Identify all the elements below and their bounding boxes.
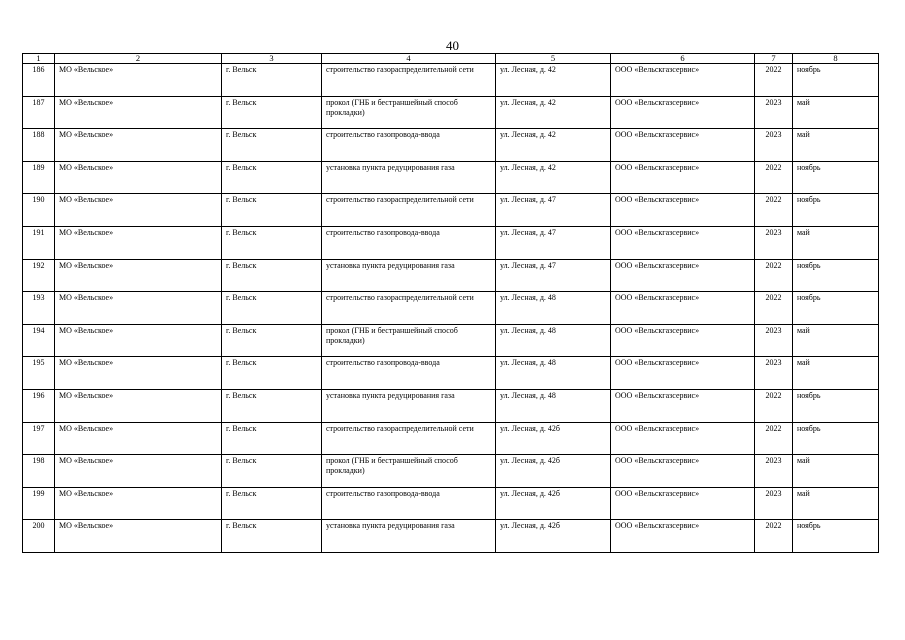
year-cell: 2022 [755, 194, 793, 227]
work-type-cell: строительство газораспределительной сети [322, 422, 496, 455]
gasification-table [22, 53, 879, 553]
year-cell: 2022 [755, 520, 793, 553]
city-cell: г. Вельск [222, 487, 322, 520]
city-cell: г. Вельск [222, 259, 322, 292]
month-cell: май [793, 96, 879, 129]
organization-cell: ООО «Вельскгазсервис» [611, 389, 755, 422]
city-cell: г. Вельск [222, 455, 322, 488]
table-row [23, 292, 879, 325]
address-cell: ул. Лесная, д. 42 [496, 64, 611, 97]
organization-cell: ООО «Вельскгазсервис» [611, 520, 755, 553]
column-header: 7 [755, 54, 793, 64]
row-number-cell: 190 [23, 194, 55, 227]
address-cell: ул. Лесная, д. 48 [496, 324, 611, 357]
municipality-cell: МО «Вельское» [55, 422, 222, 455]
organization-cell: ООО «Вельскгазсервис» [611, 455, 755, 488]
work-type-cell: строительство газопровода-ввода [322, 129, 496, 162]
address-cell: ул. Лесная, д. 42б [496, 422, 611, 455]
year-cell: 2022 [755, 292, 793, 325]
municipality-cell: МО «Вельское» [55, 357, 222, 390]
column-header: 5 [496, 54, 611, 64]
municipality-cell: МО «Вельское» [55, 389, 222, 422]
organization-cell: ООО «Вельскгазсервис» [611, 324, 755, 357]
work-type-cell: установка пункта редуцирования газа [322, 161, 496, 194]
row-number-cell: 199 [23, 487, 55, 520]
row-number-cell: 187 [23, 96, 55, 129]
address-cell: ул. Лесная, д. 48 [496, 292, 611, 325]
address-cell: ул. Лесная, д. 47 [496, 194, 611, 227]
table-row [23, 194, 879, 227]
table-row [23, 226, 879, 259]
table-row [23, 357, 879, 390]
city-cell: г. Вельск [222, 422, 322, 455]
organization-cell: ООО «Вельскгазсервис» [611, 96, 755, 129]
work-type-cell: строительство газопровода-ввода [322, 357, 496, 390]
municipality-cell: МО «Вельское» [55, 129, 222, 162]
table-row [23, 455, 879, 488]
work-type-cell: прокол (ГНБ и бестраншейный способ прокладки) [322, 324, 496, 357]
work-type-cell: прокол (ГНБ и бестраншейный способ прокладки) [322, 96, 496, 129]
month-cell: ноябрь [793, 292, 879, 325]
month-cell: май [793, 357, 879, 390]
work-type-cell: строительство газораспределительной сети [322, 64, 496, 97]
address-cell: ул. Лесная, д. 42 [496, 129, 611, 162]
month-cell: май [793, 487, 879, 520]
address-cell: ул. Лесная, д. 48 [496, 357, 611, 390]
table-row [23, 487, 879, 520]
year-cell: 2022 [755, 422, 793, 455]
row-number-cell: 191 [23, 226, 55, 259]
work-type-cell: строительство газораспределительной сети [322, 194, 496, 227]
month-cell: май [793, 455, 879, 488]
city-cell: г. Вельск [222, 129, 322, 162]
city-cell: г. Вельск [222, 389, 322, 422]
row-number-cell: 188 [23, 129, 55, 162]
municipality-cell: МО «Вельское» [55, 64, 222, 97]
month-cell: ноябрь [793, 389, 879, 422]
month-cell: май [793, 226, 879, 259]
month-cell: май [793, 129, 879, 162]
organization-cell: ООО «Вельскгазсервис» [611, 226, 755, 259]
table-row [23, 129, 879, 162]
work-type-cell: строительство газораспределительной сети [322, 292, 496, 325]
city-cell: г. Вельск [222, 357, 322, 390]
month-cell: ноябрь [793, 422, 879, 455]
municipality-cell: МО «Вельское» [55, 96, 222, 129]
year-cell: 2022 [755, 389, 793, 422]
month-cell: ноябрь [793, 64, 879, 97]
month-cell: ноябрь [793, 520, 879, 553]
row-number-cell: 193 [23, 292, 55, 325]
work-type-cell: строительство газопровода-ввода [322, 226, 496, 259]
organization-cell: ООО «Вельскгазсервис» [611, 422, 755, 455]
column-header: 8 [793, 54, 879, 64]
table-row [23, 389, 879, 422]
organization-cell: ООО «Вельскгазсервис» [611, 129, 755, 162]
table-row [23, 520, 879, 553]
city-cell: г. Вельск [222, 520, 322, 553]
city-cell: г. Вельск [222, 161, 322, 194]
address-cell: ул. Лесная, д. 42б [496, 487, 611, 520]
table-row [23, 64, 879, 97]
address-cell: ул. Лесная, д. 47 [496, 259, 611, 292]
organization-cell: ООО «Вельскгазсервис» [611, 357, 755, 390]
municipality-cell: МО «Вельское» [55, 292, 222, 325]
address-cell: ул. Лесная, д. 42 [496, 161, 611, 194]
row-number-cell: 194 [23, 324, 55, 357]
address-cell: ул. Лесная, д. 48 [496, 389, 611, 422]
month-cell: ноябрь [793, 259, 879, 292]
row-number-cell: 186 [23, 64, 55, 97]
city-cell: г. Вельск [222, 292, 322, 325]
month-cell: ноябрь [793, 194, 879, 227]
municipality-cell: МО «Вельское» [55, 194, 222, 227]
municipality-cell: МО «Вельское» [55, 226, 222, 259]
row-number-cell: 197 [23, 422, 55, 455]
row-number-cell: 200 [23, 520, 55, 553]
table-row [23, 324, 879, 357]
year-cell: 2022 [755, 259, 793, 292]
column-header: 3 [222, 54, 322, 64]
column-header: 4 [322, 54, 496, 64]
municipality-cell: МО «Вельское» [55, 520, 222, 553]
organization-cell: ООО «Вельскгазсервис» [611, 487, 755, 520]
year-cell: 2023 [755, 226, 793, 259]
city-cell: г. Вельск [222, 64, 322, 97]
municipality-cell: МО «Вельское» [55, 324, 222, 357]
address-cell: ул. Лесная, д. 47 [496, 226, 611, 259]
year-cell: 2023 [755, 487, 793, 520]
municipality-cell: МО «Вельское» [55, 487, 222, 520]
city-cell: г. Вельск [222, 324, 322, 357]
month-cell: май [793, 324, 879, 357]
year-cell: 2022 [755, 64, 793, 97]
column-header: 1 [23, 54, 55, 64]
column-header: 6 [611, 54, 755, 64]
municipality-cell: МО «Вельское» [55, 161, 222, 194]
row-number-cell: 189 [23, 161, 55, 194]
page-number: 40 [446, 38, 459, 53]
column-number-row [23, 54, 879, 64]
address-cell: ул. Лесная, д. 42б [496, 455, 611, 488]
organization-cell: ООО «Вельскгазсервис» [611, 194, 755, 227]
row-number-cell: 198 [23, 455, 55, 488]
municipality-cell: МО «Вельское» [55, 455, 222, 488]
address-cell: ул. Лесная, д. 42 [496, 96, 611, 129]
row-number-cell: 196 [23, 389, 55, 422]
table-row [23, 422, 879, 455]
organization-cell: ООО «Вельскгазсервис» [611, 161, 755, 194]
row-number-cell: 195 [23, 357, 55, 390]
organization-cell: ООО «Вельскгазсервис» [611, 64, 755, 97]
year-cell: 2023 [755, 324, 793, 357]
address-cell: ул. Лесная, д. 42б [496, 520, 611, 553]
year-cell: 2023 [755, 455, 793, 488]
table-row [23, 96, 879, 129]
row-number-cell: 192 [23, 259, 55, 292]
table-row [23, 161, 879, 194]
work-type-cell: прокол (ГНБ и бестраншейный способ прокладки) [322, 455, 496, 488]
column-header: 2 [55, 54, 222, 64]
work-type-cell: установка пункта редуцирования газа [322, 259, 496, 292]
work-type-cell: строительство газопровода-ввода [322, 487, 496, 520]
year-cell: 2023 [755, 96, 793, 129]
table-body [23, 64, 879, 553]
month-cell: ноябрь [793, 161, 879, 194]
year-cell: 2023 [755, 129, 793, 162]
city-cell: г. Вельск [222, 96, 322, 129]
city-cell: г. Вельск [222, 226, 322, 259]
year-cell: 2023 [755, 357, 793, 390]
work-type-cell: установка пункта редуцирования газа [322, 389, 496, 422]
city-cell: г. Вельск [222, 194, 322, 227]
work-type-cell: установка пункта редуцирования газа [322, 520, 496, 553]
year-cell: 2022 [755, 161, 793, 194]
organization-cell: ООО «Вельскгазсервис» [611, 292, 755, 325]
organization-cell: ООО «Вельскгазсервис» [611, 259, 755, 292]
table-row [23, 259, 879, 292]
municipality-cell: МО «Вельское» [55, 259, 222, 292]
